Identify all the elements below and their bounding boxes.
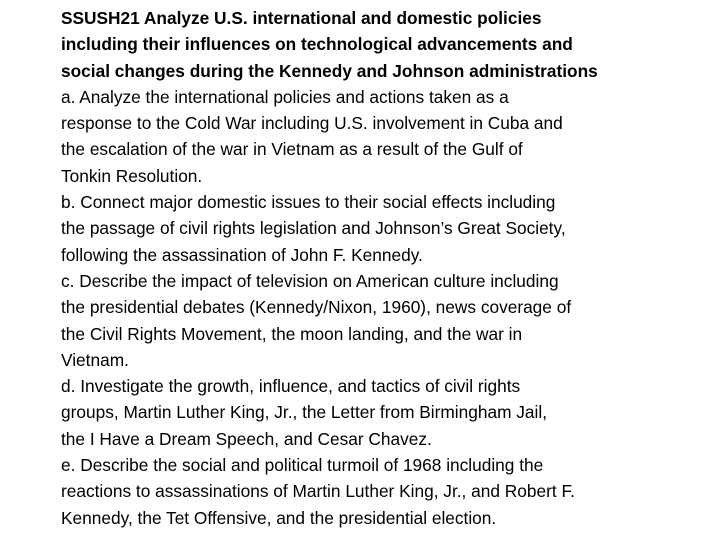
element-d-line: d. Investigate the growth, influence, and tactics of civil rights	[61, 376, 521, 397]
element-b-line: following the assassination of John F. Kennedy.	[61, 244, 423, 265]
element-e-line: reactions to assassinations of Martin Luther King, Jr., and Robert F.	[61, 481, 575, 502]
element-c-line: the Civil Rights Movement, the moon landing, and the war in	[61, 323, 523, 344]
element-a-line: Tonkin Resolution.	[61, 165, 203, 186]
element-e-line: Kennedy, the Tet Offensive, and the presidential election.	[61, 507, 497, 528]
element-a-line: response to the Cold War including U.S. involvement in Cuba and	[61, 113, 563, 134]
element-d-line: groups, Martin Luther King, Jr., the Letter from Birmingham Jail,	[61, 402, 548, 423]
element-e	[61, 452, 713, 531]
element-d	[61, 373, 713, 452]
element-c-line: c. Describe the impact of television on American culture including	[61, 270, 559, 291]
heading-line: including their influences on technological advancements and	[61, 34, 573, 55]
element-c-line: Vietnam.	[61, 349, 129, 370]
standard-text-block	[61, 5, 713, 531]
element-a-line: a. Analyze the international policies and actions taken as a	[61, 86, 509, 107]
element-b-line: the passage of civil rights legislation and Johnson’s Great Society,	[61, 218, 566, 239]
element-c	[61, 268, 713, 373]
element-d-line: the I Have a Dream Speech, and Cesar Chavez.	[61, 428, 432, 449]
element-a	[61, 84, 713, 189]
element-b	[61, 189, 713, 268]
heading-line: SSUSH21 Analyze U.S. international and domestic policies	[61, 8, 542, 28]
element-b-line: b. Connect major domestic issues to their social effects including	[61, 192, 556, 213]
standard-heading	[61, 5, 713, 84]
element-a-line: the escalation of the war in Vietnam as a result of the Gulf of	[61, 139, 523, 160]
heading-line: social changes during the Kennedy and Johnson administrations	[61, 60, 598, 81]
element-c-line: the presidential debates (Kennedy/Nixon, 1960), news coverage of	[61, 297, 572, 318]
element-e-line: e. Describe the social and political turmoil of 1968 including the	[61, 455, 544, 476]
